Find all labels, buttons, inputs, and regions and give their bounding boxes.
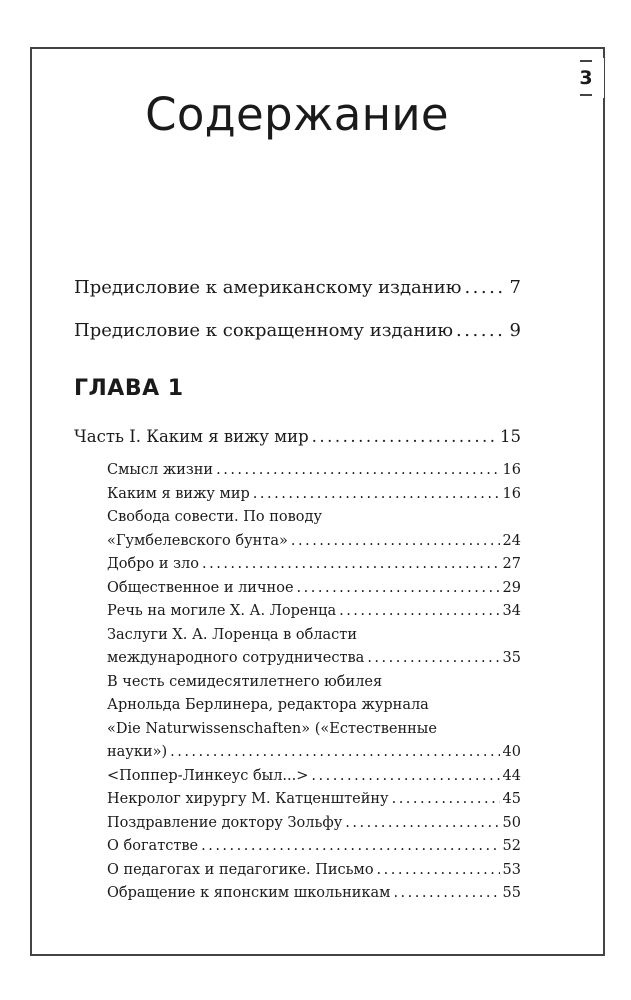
toc-entry-last-line bbox=[107, 788, 521, 812]
dot-leader bbox=[253, 483, 500, 507]
chapter-heading: ГЛАВА 1 bbox=[74, 376, 184, 401]
toc-entry[interactable] bbox=[107, 459, 521, 483]
dot-leader bbox=[393, 882, 499, 906]
toc-entry-title-line: Поздравление доктору Зольфу bbox=[107, 814, 343, 831]
toc-entry-title-line: Арнольда Берлинера, редактора журнала bbox=[107, 697, 429, 713]
dot-leader bbox=[392, 788, 500, 812]
toc-entry-page: 16 bbox=[502, 485, 521, 502]
toc-entry-page: 9 bbox=[509, 320, 521, 341]
toc-entry-title-line: <Поппер-Линкеус был...> bbox=[107, 767, 309, 784]
dot-leader bbox=[464, 277, 506, 298]
toc-entry-last-line bbox=[107, 553, 521, 577]
toc-entry-title-line: Каким я вижу мир bbox=[107, 485, 250, 502]
dot-leader bbox=[291, 530, 500, 554]
dot-leader bbox=[377, 859, 500, 883]
toc-entry-title-line: Некролог хирургу М. Катценштейну bbox=[107, 791, 389, 807]
dot-leader bbox=[456, 320, 507, 341]
toc-entry[interactable] bbox=[107, 765, 521, 789]
toc-entry-title-line: О педагогах и педагогике. Письмо bbox=[107, 861, 374, 878]
toc-entry-page: 50 bbox=[502, 814, 521, 831]
toc-preface-american[interactable] bbox=[74, 277, 521, 298]
toc-entry[interactable] bbox=[107, 624, 521, 671]
toc-entry-title-line: Добро и зло bbox=[107, 556, 199, 572]
toc-entry-last-line bbox=[107, 859, 521, 883]
toc-entry-page: 52 bbox=[502, 838, 521, 854]
toc-entry[interactable] bbox=[107, 577, 521, 601]
toc-entry-title-line: международного сотрудничества bbox=[107, 650, 365, 666]
toc-entry-page: 53 bbox=[502, 861, 521, 878]
dot-leader bbox=[311, 765, 499, 789]
toc-entry-page: 40 bbox=[502, 744, 521, 760]
toc-entry[interactable] bbox=[107, 882, 521, 906]
page-number: 3 bbox=[579, 67, 593, 89]
toc-part-title: Часть I. Каким я вижу мир bbox=[74, 427, 309, 446]
dot-leader bbox=[216, 459, 499, 483]
toc-entry-title-line: Смысл жизни bbox=[107, 462, 214, 478]
dot-leader bbox=[297, 577, 500, 601]
toc-entry-page: 24 bbox=[502, 532, 521, 549]
toc-entry-title-line: Общественное и личное bbox=[107, 579, 294, 596]
toc-entry-page: 44 bbox=[502, 767, 521, 784]
toc-entry-title-line: Обращение к японским школьникам bbox=[107, 885, 391, 901]
toc-entry-title: Предисловие к американскому изданию bbox=[74, 277, 462, 298]
toc-entry-title-line: В честь семидесятилетнего юбилея bbox=[107, 673, 383, 690]
toc-entry-title-line: О богатстве bbox=[107, 838, 199, 854]
toc-entry-last-line bbox=[107, 647, 521, 671]
toc-entry[interactable] bbox=[107, 506, 521, 553]
toc-entry-title-line: Речь на могиле Х. А. Лоренца bbox=[107, 603, 337, 619]
toc-entry-last-line bbox=[107, 882, 521, 906]
toc-entry-title-line: «Гумбелевского бунта» bbox=[107, 532, 288, 549]
toc-entry-page: 16 bbox=[502, 462, 521, 478]
dot-leader bbox=[312, 427, 497, 446]
toc-entry[interactable] bbox=[107, 835, 521, 859]
toc-entry-last-line bbox=[107, 483, 521, 507]
toc-entry-last-line bbox=[107, 765, 521, 789]
dot-leader bbox=[345, 812, 499, 836]
toc-entry[interactable] bbox=[107, 859, 521, 883]
toc-part-page: 15 bbox=[500, 427, 521, 446]
toc-entry-last-line bbox=[107, 812, 521, 836]
toc-entry-page: 55 bbox=[502, 885, 521, 901]
toc-entry[interactable] bbox=[107, 600, 521, 624]
toc-entry-page: 7 bbox=[509, 277, 521, 298]
toc-preface-abridged[interactable] bbox=[74, 320, 521, 341]
dot-leader bbox=[201, 835, 499, 859]
toc-entry-page: 27 bbox=[502, 556, 521, 572]
dot-leader bbox=[367, 647, 499, 671]
toc-entry-title-line: Заслуги Х. А. Лоренца в области bbox=[107, 626, 357, 643]
toc-entry-page: 34 bbox=[502, 603, 521, 619]
toc-entry[interactable] bbox=[107, 671, 521, 765]
dot-leader bbox=[339, 600, 499, 624]
toc-entry-last-line bbox=[107, 530, 521, 554]
dot-leader bbox=[202, 553, 500, 577]
toc-entry-last-line bbox=[107, 741, 521, 765]
toc-entry-list bbox=[107, 459, 521, 906]
toc-entry[interactable] bbox=[107, 812, 521, 836]
toc-entry-last-line bbox=[107, 577, 521, 601]
toc-entry-page: 35 bbox=[502, 650, 521, 666]
toc-entry[interactable] bbox=[107, 788, 521, 812]
toc-entry-title-line: науки») bbox=[107, 744, 168, 760]
toc-entry-last-line bbox=[107, 459, 521, 483]
toc-entry-last-line bbox=[107, 600, 521, 624]
toc-entry-title-line: «Die Naturwissenschaften» («Естественные bbox=[107, 720, 437, 737]
toc-entry[interactable] bbox=[107, 553, 521, 577]
toc-entry-title: Предисловие к сокращенному изданию bbox=[74, 320, 454, 341]
dot-leader bbox=[170, 741, 499, 765]
toc-entry-page: 29 bbox=[502, 579, 521, 596]
toc-entry-title-line: Свобода совести. По поводу bbox=[107, 509, 322, 525]
toc-entry-page: 45 bbox=[502, 791, 521, 807]
page-title: Содержание bbox=[145, 88, 449, 141]
toc-entry[interactable] bbox=[107, 483, 521, 507]
toc-part-1[interactable] bbox=[74, 427, 521, 446]
toc-entry-last-line bbox=[107, 835, 521, 859]
